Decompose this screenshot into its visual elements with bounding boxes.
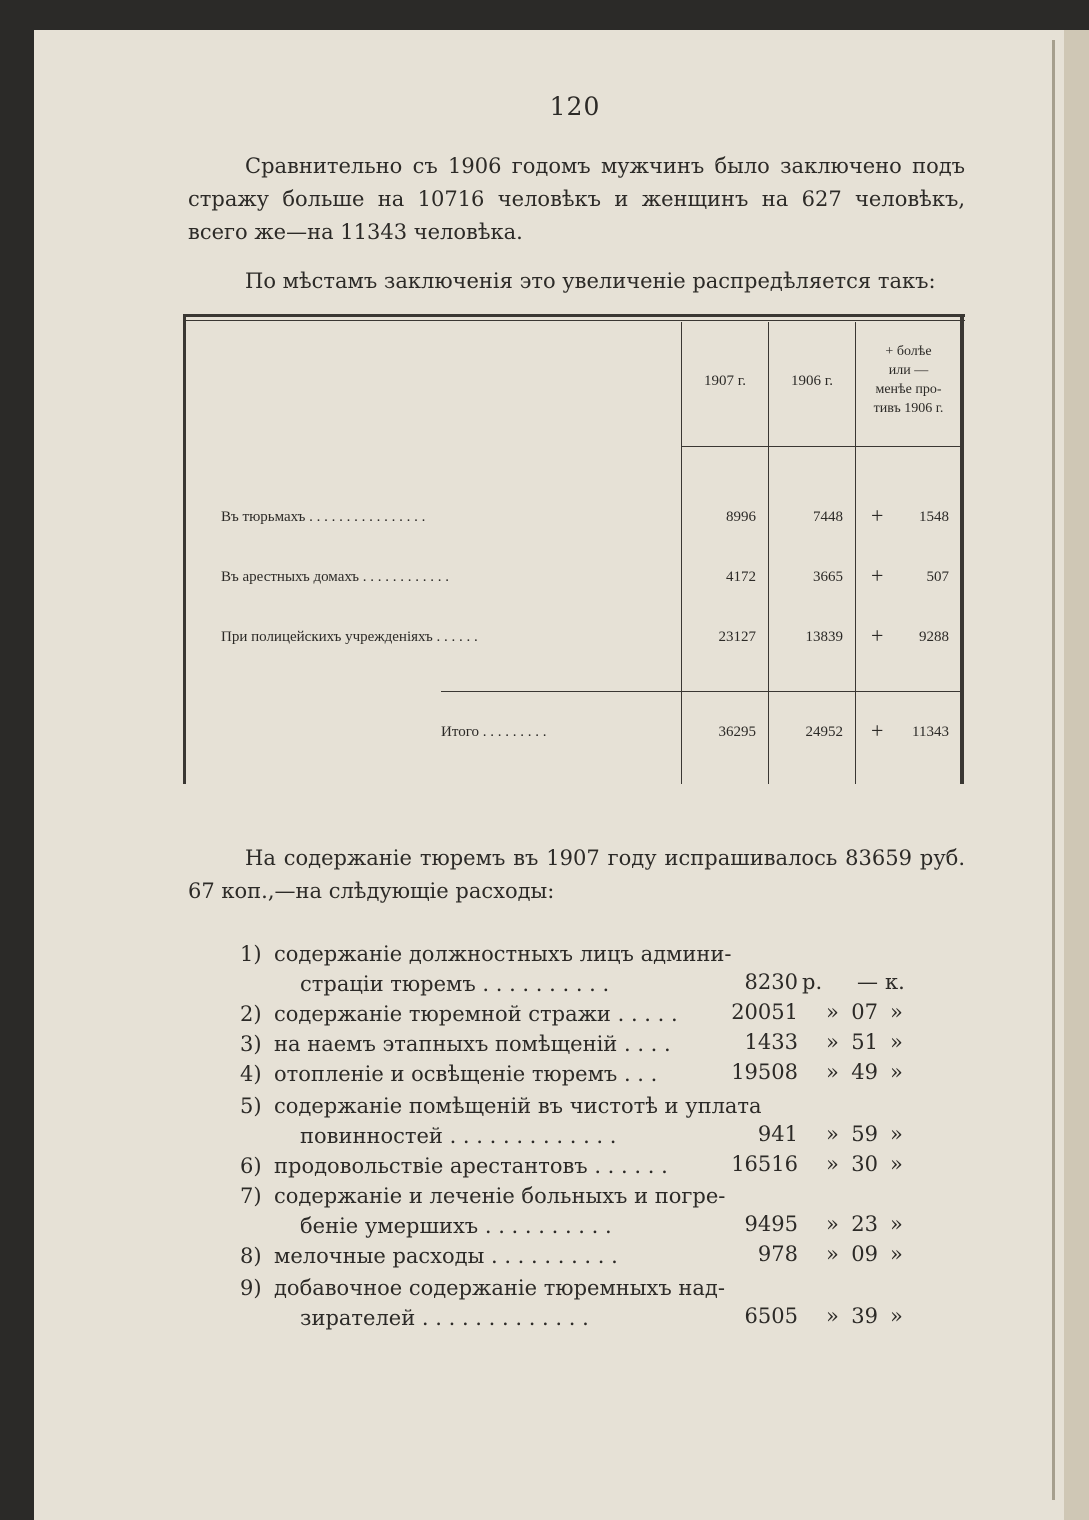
expense-amount: 19508: [731, 1060, 798, 1084]
expense-number: 2): [240, 1002, 262, 1026]
paragraph-comparison: Сравнительно съ 1906 годомъ мужчинъ было заключено подъ стражу больше на 10716 человѣкъ и женщинъ на 627 человѣкъ, всего же—на 11343 человѣка.: [188, 154, 965, 244]
expense-text-2: повинностей . . . . . . . . . . . . .: [300, 1124, 617, 1148]
expense-amount: 8230: [744, 970, 798, 994]
expense-number: 7): [240, 1184, 262, 1208]
header-diff-line-4: тивъ 1906 г.: [873, 401, 944, 416]
expense-number: 6): [240, 1154, 262, 1178]
total-diff: 11343: [912, 724, 949, 740]
expense-rub-unit: »: [826, 1000, 839, 1024]
expense-kop: 07: [851, 1000, 878, 1024]
header-diff-line-1: + болѣе: [885, 344, 932, 359]
expense-number: 5): [240, 1094, 262, 1118]
expense-kop-unit: к.: [885, 970, 905, 994]
header-diff-line-3: менѣе про-: [875, 382, 942, 397]
expense-rub-unit: »: [826, 1122, 839, 1146]
column-separator-2: [768, 322, 769, 784]
expense-kop-unit: »: [890, 1152, 903, 1176]
row-1906: 13839: [805, 629, 843, 645]
header-1907: 1907 г.: [704, 373, 746, 389]
expense-kop: 39: [851, 1304, 878, 1328]
header-rule: [681, 446, 961, 447]
column-separator-3: [855, 322, 856, 784]
expense-text-1: содержаніе должностныхъ лицъ админи-: [274, 942, 732, 966]
expense-kop: 23: [851, 1212, 878, 1236]
expense-number: 1): [240, 942, 262, 966]
expense-text-1: продовольствіе арестантовъ . . . . . .: [274, 1154, 668, 1178]
table-left-border: [183, 314, 186, 784]
row-label: При полицейскихъ учрежденіяхъ . . . . . .: [221, 629, 478, 645]
expense-rub-unit: »: [826, 1152, 839, 1176]
total-1906: 24952: [805, 724, 843, 740]
expense-kop: —: [857, 970, 878, 994]
total-sign: +: [871, 718, 884, 743]
expense-text-1: на наемъ этапныхъ помѣщеній . . . .: [274, 1032, 671, 1056]
expense-number: 9): [240, 1276, 262, 1300]
expense-rub-unit: »: [826, 1242, 839, 1266]
expense-text-2: беніе умершихъ . . . . . . . . . .: [300, 1214, 612, 1238]
expense-text-2: зирателей . . . . . . . . . . . . .: [300, 1306, 589, 1330]
expense-rub-unit: р.: [802, 970, 823, 994]
total-label: Итого . . . . . . . . .: [441, 724, 547, 740]
expense-kop-unit: »: [890, 1030, 903, 1054]
row-sign: +: [871, 563, 884, 588]
expense-rub-unit: »: [826, 1304, 839, 1328]
row-1907: 4172: [726, 569, 756, 585]
expense-text-2: страціи тюремъ . . . . . . . . . .: [300, 972, 610, 996]
expense-amount: 20051: [731, 1000, 798, 1024]
row-1907: 23127: [718, 629, 756, 645]
row-1907: 8996: [726, 509, 756, 525]
expense-text-1: содержаніе помѣщеній въ чистотѣ и уплата: [274, 1094, 762, 1118]
total-rule: [441, 691, 961, 692]
row-1906: 7448: [813, 509, 843, 525]
expense-kop-unit: »: [890, 1304, 903, 1328]
header-1906: 1906 г.: [791, 373, 833, 389]
expense-kop: 59: [851, 1122, 878, 1146]
expense-number: 8): [240, 1244, 262, 1268]
expense-text-1: добавочное содержаніе тюремныхъ над-: [274, 1276, 725, 1300]
row-diff: 507: [926, 569, 949, 585]
row-label: Въ тюрьмахъ . . . . . . . . . . . . . . . .: [221, 509, 426, 525]
expense-kop: 09: [851, 1242, 878, 1266]
total-1907: 36295: [718, 724, 756, 740]
page-number: 120: [549, 92, 601, 121]
expense-text-1: отопленіе и освѣщеніе тюремъ . . .: [274, 1062, 658, 1086]
expense-amount: 941: [757, 1122, 798, 1146]
paragraph-distribution-intro: По мѣстамъ заключенія это увеличеніе распредѣляется такъ:: [245, 269, 936, 293]
expense-kop-unit: »: [890, 1060, 903, 1084]
distribution-table: [183, 314, 965, 784]
expense-amount: 16516: [731, 1152, 798, 1176]
expense-number: 4): [240, 1062, 262, 1086]
expense-kop-unit: »: [890, 1242, 903, 1266]
expense-kop-unit: »: [890, 1000, 903, 1024]
expense-kop: 49: [851, 1060, 878, 1084]
page-edge: [1064, 30, 1089, 1520]
row-label: Въ арестныхъ домахъ . . . . . . . . . . . .: [221, 569, 450, 585]
column-separator-1: [681, 322, 682, 784]
expense-rub-unit: »: [826, 1212, 839, 1236]
row-diff: 9288: [919, 629, 949, 645]
expense-amount: 978: [757, 1242, 798, 1266]
expense-text-1: содержаніе тюремной стражи . . . . .: [274, 1002, 678, 1026]
expense-amount: 9495: [744, 1212, 798, 1236]
row-diff: 1548: [919, 509, 949, 525]
expense-amount: 6505: [744, 1304, 798, 1328]
expense-kop-unit: »: [890, 1212, 903, 1236]
header-difference: [857, 342, 960, 418]
table-top-rule: [183, 314, 965, 317]
table-right-border: [960, 314, 964, 784]
expense-number: 3): [240, 1032, 262, 1056]
expense-kop-unit: »: [890, 1122, 903, 1146]
row-1906: 3665: [813, 569, 843, 585]
expense-kop: 30: [851, 1152, 878, 1176]
row-sign: +: [871, 623, 884, 648]
table-top-rule-thin: [183, 320, 965, 321]
expense-rub-unit: »: [826, 1060, 839, 1084]
expense-kop: 51: [851, 1030, 878, 1054]
paragraph-expenses-intro: На содержаніе тюремъ въ 1907 году испрашивалось 83659 руб. 67 коп.,—на слѣдующіе расходы:: [188, 846, 965, 903]
expense-rub-unit: »: [826, 1030, 839, 1054]
expense-text-1: мелочные расходы . . . . . . . . . .: [274, 1244, 618, 1268]
expense-text-1: содержаніе и леченіе больныхъ и погре-: [274, 1184, 726, 1208]
expense-amount: 1433: [744, 1030, 798, 1054]
header-diff-line-2: или —: [888, 363, 929, 378]
page-fold-line: [1052, 40, 1055, 1500]
row-sign: +: [871, 503, 884, 528]
